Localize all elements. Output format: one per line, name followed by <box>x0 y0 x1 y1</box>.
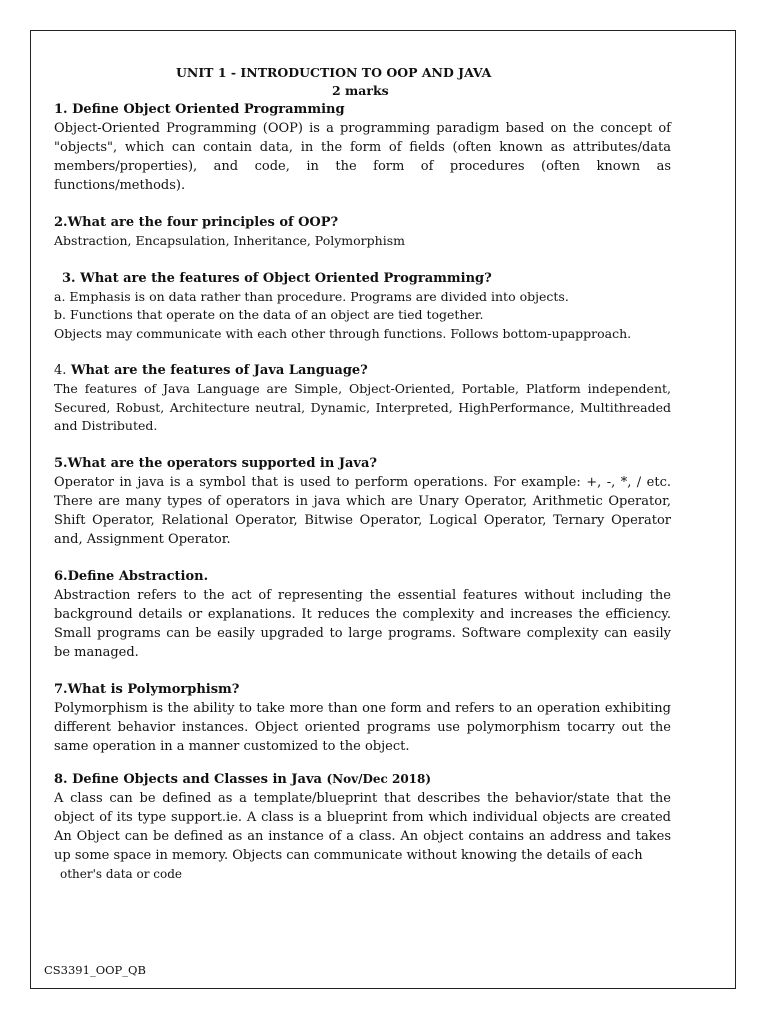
answer-text: Object-Oriented Programming (OOP) is a programming paradigm based on the concept of "objects", which can contain data, in the form of fields (often known as attributes/data members/properties), and code, in the form of procedures (often known as functions/methods). <box>54 121 671 193</box>
question-title-text: What are the features of Java Language? <box>70 363 368 378</box>
question-title: 7.What is Polymorphism? <box>54 681 240 697</box>
question-title <box>54 770 671 789</box>
question-2 <box>54 213 671 251</box>
answer-text: A class can be defined as a template/blueprint that describes the behavior/state that the object of its type support.ie. A class is a blueprint from which individual objects are created An Object can be defined as an instance of a class. An object contains an address and takes up some space in memory. Objects can communicate without knowing the details of each <box>54 790 671 863</box>
answer-last-line: other's data or code <box>60 866 183 881</box>
question-title: 5.What are the operators supported in Java? <box>54 455 378 471</box>
question-6 <box>54 567 671 662</box>
question-title-text: 8. Define Objects and Classes in Java <box>54 771 322 787</box>
question-title: 3. What are the features of Object Oriented Programming? <box>62 270 492 286</box>
document-body <box>54 64 671 883</box>
answer-text: The features of Java Language are Simple, Object-Oriented, Portable, Platform independent, Secured, Robust, Architecture neutral, Dynamic, Interpreted, HighPerformance, Multithreaded and Distributed. <box>54 381 671 433</box>
answer-text <box>54 288 671 344</box>
question-8 <box>54 770 671 883</box>
answer-line: a. Emphasis is on data rather than procedure. Programs are divided into objects. <box>54 288 569 304</box>
question-title: 1. Define Object Oriented Programming <box>54 102 345 117</box>
question-title: 2.What are the four principles of OOP? <box>54 215 339 230</box>
question-7 <box>54 680 671 756</box>
answer-text: Operator in java is a symbol that is used to perform operations. For example: +, -, *, / etc. There are many types of operators in java which are Unary Operator, Arithmetic Operator, Shift Operator, Relational Operator, Bitwise Operator, Logical Operator, Ternary Operator and, Assignment Operator. <box>54 474 671 547</box>
answer-line: b. Functions that operate on the data of an object are tied together. <box>54 307 484 322</box>
question-5 <box>54 454 671 549</box>
answer-text: Abstraction, Encapsulation, Inheritance, Polymorphism <box>54 233 405 248</box>
footer-code: CS3391_OOP_QB <box>44 963 146 977</box>
question-title: 6.Define Abstraction. <box>54 568 209 584</box>
document-title: UNIT 1 - INTRODUCTION TO OOP AND JAVA <box>176 65 492 80</box>
exam-tag: (Nov/Dec 2018) <box>326 771 432 786</box>
document-subtitle: 2 marks <box>332 83 389 98</box>
question-1 <box>54 100 671 195</box>
question-3 <box>54 269 671 344</box>
answer-line: Objects may communicate with each other through functions. Follows bottom-upapproach. <box>54 325 632 341</box>
answer-text: Polymorphism is the ability to take more than one form and refers to an operation exhibiting different behavior instances. Object oriented programs use polymorphism tocarry out the same operation in a manner customized to the object. <box>54 700 671 754</box>
question-4 <box>54 361 671 436</box>
answer-text: Abstraction refers to the act of representing the essential features without including the background details or explanations. It reduces the complexity and increases the efficiency. Small programs can be easily upgraded to large programs. Software complexity can easily be managed. <box>54 587 671 660</box>
question-title <box>54 361 671 380</box>
question-number: 4. <box>54 363 67 378</box>
